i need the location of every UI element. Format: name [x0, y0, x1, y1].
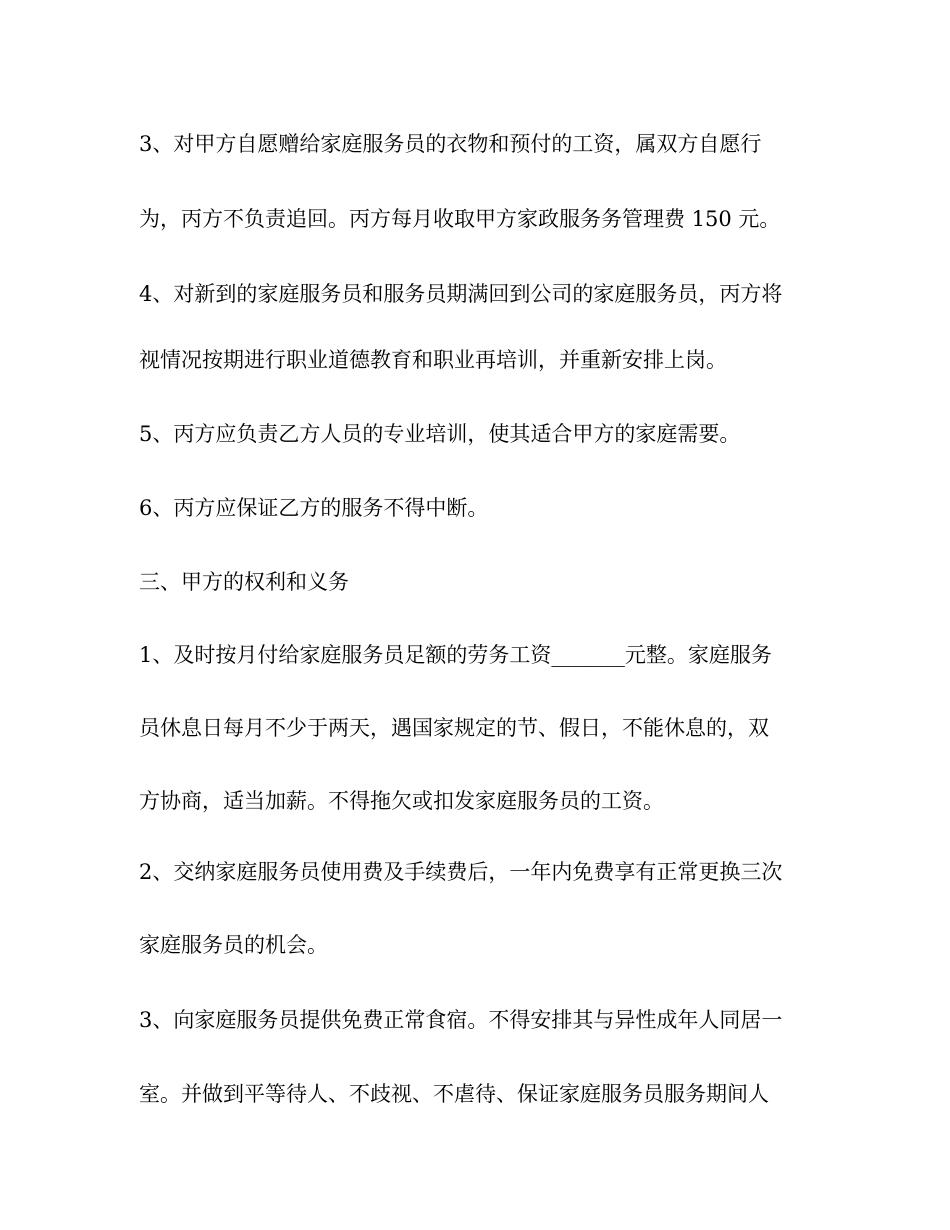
text-line: 视情况按期进行职业道德教育和职业再培训，并重新安排上岗。 — [139, 348, 727, 372]
text-line: 家庭服务员的机会。 — [139, 933, 328, 957]
text-line: 4、对新到的家庭服务员和服务员期满回到公司的家庭服务员，丙方将 — [139, 282, 783, 306]
text-line: 3、对甲方自愿赠给家庭服务员的衣物和预付的工资，属双方自愿行 — [139, 132, 762, 156]
text-line: 员休息日每月不少于两天，遇国家规定的节、假日，不能休息的，双 — [139, 716, 769, 740]
text-line: 3、向家庭服务员提供免费正常食宿。不得安排其与异性成年人同居一 — [139, 1008, 783, 1032]
text-line: 室。并做到平等待人、不歧视、不虐待、保证家庭服务员服务期间人 — [139, 1082, 769, 1106]
text-line: 2、交纳家庭服务员使用费及手续费后，一年内免费享有正常更换三次 — [139, 860, 783, 884]
text-line: 1、及时按月付给家庭服务员足额的劳务工资_______元整。家庭服务 — [139, 643, 772, 667]
text-line: 为，丙方不负责追回。丙方每月收取甲方家政服务务管理费 150 元。 — [139, 207, 781, 231]
text-line: 5、丙方应负责乙方人员的专业培训，使其适合甲方的家庭需要。 — [139, 422, 741, 446]
text-line: 6、丙方应保证乙方的服务不得中断。 — [139, 496, 489, 520]
section-heading: 三、甲方的权利和义务 — [139, 570, 349, 594]
text-line: 方协商，适当加薪。不得拖欠或扣发家庭服务员的工资。 — [139, 789, 664, 813]
